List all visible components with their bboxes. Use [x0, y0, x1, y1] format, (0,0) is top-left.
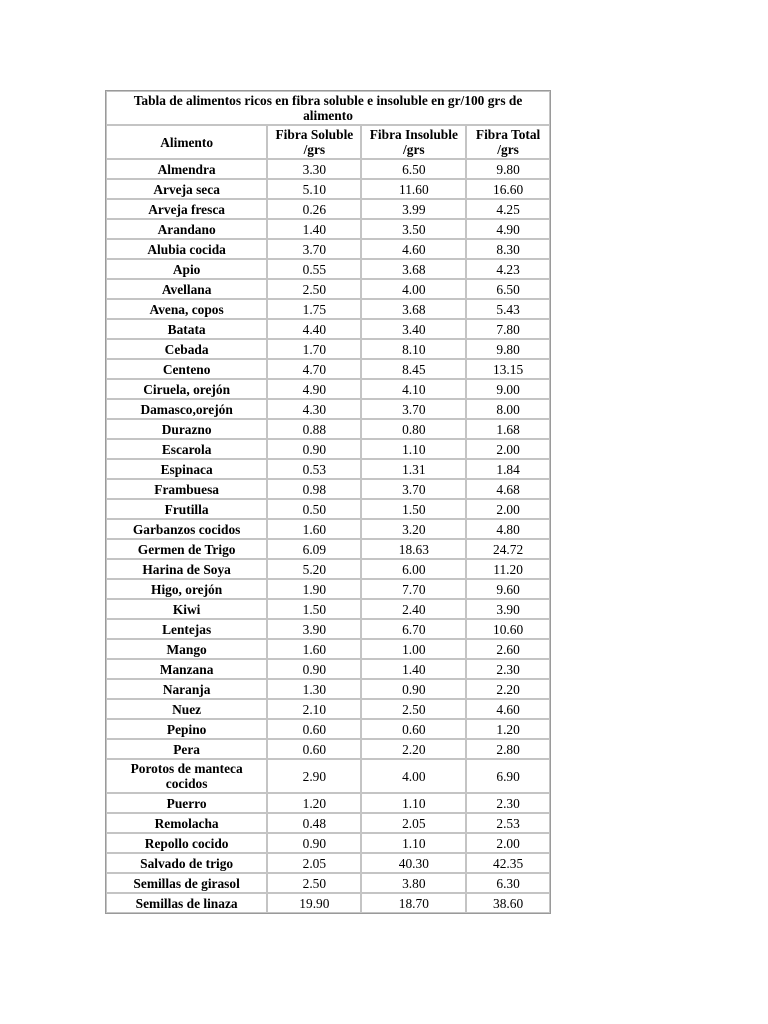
table-row [106, 639, 550, 659]
table-row [106, 279, 550, 299]
table-row [106, 793, 550, 813]
cell-alimento: Lentejas [106, 619, 267, 639]
header-fibra-total: Fibra Total /grs [466, 125, 550, 159]
cell-alimento: Arveja fresca [106, 199, 267, 219]
cell-fibra-insoluble: 1.00 [361, 639, 466, 659]
cell-fibra-insoluble: 3.68 [361, 299, 466, 319]
cell-fibra-soluble: 4.70 [267, 359, 361, 379]
cell-fibra-insoluble: 1.10 [361, 793, 466, 813]
cell-fibra-soluble: 4.90 [267, 379, 361, 399]
cell-alimento: Nuez [106, 699, 267, 719]
cell-fibra-insoluble: 6.00 [361, 559, 466, 579]
cell-fibra-insoluble: 3.70 [361, 399, 466, 419]
cell-fibra-total: 1.68 [466, 419, 550, 439]
table-row [106, 519, 550, 539]
cell-fibra-insoluble: 18.70 [361, 893, 466, 913]
header-fibra-soluble: Fibra Soluble /grs [267, 125, 361, 159]
cell-fibra-insoluble: 6.70 [361, 619, 466, 639]
table-row [106, 419, 550, 439]
cell-alimento: Remolacha [106, 813, 267, 833]
cell-fibra-insoluble: 0.60 [361, 719, 466, 739]
table-row [106, 259, 550, 279]
cell-alimento: Pepino [106, 719, 267, 739]
header-alimento: Alimento [106, 125, 267, 159]
cell-fibra-total: 9.80 [466, 159, 550, 179]
cell-fibra-insoluble: 11.60 [361, 179, 466, 199]
cell-alimento: Damasco,orejón [106, 399, 267, 419]
cell-fibra-insoluble: 1.50 [361, 499, 466, 519]
table-row [106, 239, 550, 259]
cell-alimento: Avena, copos [106, 299, 267, 319]
cell-alimento: Cebada [106, 339, 267, 359]
table-row [106, 619, 550, 639]
table-row [106, 399, 550, 419]
cell-fibra-insoluble: 1.40 [361, 659, 466, 679]
cell-fibra-total: 6.90 [466, 759, 550, 793]
cell-fibra-insoluble: 4.10 [361, 379, 466, 399]
cell-fibra-total: 11.20 [466, 559, 550, 579]
table-body [106, 159, 550, 913]
table-row [106, 873, 550, 893]
header-fibra-insoluble: Fibra Insoluble /grs [361, 125, 466, 159]
cell-alimento: Durazno [106, 419, 267, 439]
cell-fibra-total: 9.60 [466, 579, 550, 599]
cell-fibra-insoluble: 18.63 [361, 539, 466, 559]
cell-alimento: Kiwi [106, 599, 267, 619]
cell-fibra-insoluble: 1.10 [361, 833, 466, 853]
cell-alimento: Puerro [106, 793, 267, 813]
cell-alimento: Apio [106, 259, 267, 279]
table-row [106, 699, 550, 719]
cell-alimento: Semillas de girasol [106, 873, 267, 893]
cell-alimento: Arveja seca [106, 179, 267, 199]
cell-fibra-insoluble: 8.45 [361, 359, 466, 379]
cell-fibra-insoluble: 1.31 [361, 459, 466, 479]
table-row [106, 379, 550, 399]
cell-fibra-soluble: 0.88 [267, 419, 361, 439]
cell-fibra-total: 4.60 [466, 699, 550, 719]
cell-fibra-insoluble: 2.40 [361, 599, 466, 619]
cell-alimento: Avellana [106, 279, 267, 299]
cell-fibra-soluble: 0.90 [267, 659, 361, 679]
cell-fibra-insoluble: 1.10 [361, 439, 466, 459]
table-row [106, 893, 550, 913]
table-row [106, 599, 550, 619]
cell-alimento: Batata [106, 319, 267, 339]
cell-fibra-soluble: 1.50 [267, 599, 361, 619]
cell-fibra-soluble: 5.10 [267, 179, 361, 199]
cell-fibra-soluble: 2.05 [267, 853, 361, 873]
cell-fibra-soluble: 1.20 [267, 793, 361, 813]
table-row [106, 439, 550, 459]
cell-alimento: Frambuesa [106, 479, 267, 499]
cell-alimento: Germen de Trigo [106, 539, 267, 559]
cell-alimento: Escarola [106, 439, 267, 459]
cell-fibra-total: 1.20 [466, 719, 550, 739]
cell-fibra-soluble: 1.60 [267, 519, 361, 539]
table-row [106, 719, 550, 739]
cell-fibra-soluble: 3.30 [267, 159, 361, 179]
cell-fibra-total: 2.00 [466, 499, 550, 519]
cell-fibra-soluble: 1.30 [267, 679, 361, 699]
table-header-row [106, 125, 550, 159]
cell-fibra-soluble: 1.40 [267, 219, 361, 239]
cell-fibra-soluble: 1.70 [267, 339, 361, 359]
cell-fibra-total: 6.50 [466, 279, 550, 299]
table-row [106, 479, 550, 499]
table-row [106, 299, 550, 319]
cell-fibra-total: 5.43 [466, 299, 550, 319]
cell-alimento: Garbanzos cocidos [106, 519, 267, 539]
cell-fibra-total: 2.30 [466, 793, 550, 813]
cell-fibra-soluble: 4.30 [267, 399, 361, 419]
table-row [106, 459, 550, 479]
cell-fibra-soluble: 0.60 [267, 719, 361, 739]
cell-fibra-total: 2.20 [466, 679, 550, 699]
cell-fibra-total: 2.53 [466, 813, 550, 833]
cell-fibra-soluble: 0.98 [267, 479, 361, 499]
cell-alimento: Alubia cocida [106, 239, 267, 259]
cell-fibra-total: 24.72 [466, 539, 550, 559]
cell-fibra-insoluble: 3.70 [361, 479, 466, 499]
cell-fibra-insoluble: 4.60 [361, 239, 466, 259]
cell-fibra-total: 8.00 [466, 399, 550, 419]
cell-alimento: Salvado de trigo [106, 853, 267, 873]
cell-fibra-soluble: 5.20 [267, 559, 361, 579]
cell-fibra-soluble: 0.48 [267, 813, 361, 833]
cell-alimento: Harina de Soya [106, 559, 267, 579]
cell-fibra-insoluble: 3.40 [361, 319, 466, 339]
table-row [106, 339, 550, 359]
cell-fibra-total: 4.68 [466, 479, 550, 499]
cell-fibra-total: 42.35 [466, 853, 550, 873]
cell-fibra-soluble: 0.55 [267, 259, 361, 279]
cell-alimento: Centeno [106, 359, 267, 379]
cell-fibra-total: 38.60 [466, 893, 550, 913]
cell-fibra-soluble: 0.90 [267, 833, 361, 853]
cell-fibra-insoluble: 3.50 [361, 219, 466, 239]
cell-fibra-total: 1.84 [466, 459, 550, 479]
cell-alimento: Arandano [106, 219, 267, 239]
table-title-row [106, 91, 550, 125]
table-title: Tabla de alimentos ricos en fibra soluble e insoluble en gr/100 grs de alimento [106, 91, 550, 125]
cell-alimento: Manzana [106, 659, 267, 679]
cell-fibra-insoluble: 2.20 [361, 739, 466, 759]
cell-fibra-soluble: 4.40 [267, 319, 361, 339]
cell-fibra-soluble: 0.53 [267, 459, 361, 479]
cell-fibra-insoluble: 0.80 [361, 419, 466, 439]
cell-fibra-soluble: 2.10 [267, 699, 361, 719]
cell-fibra-insoluble: 3.80 [361, 873, 466, 893]
cell-alimento: Espinaca [106, 459, 267, 479]
cell-fibra-soluble: 2.50 [267, 873, 361, 893]
cell-fibra-total: 3.90 [466, 599, 550, 619]
cell-fibra-total: 16.60 [466, 179, 550, 199]
cell-fibra-soluble: 6.09 [267, 539, 361, 559]
table-row [106, 179, 550, 199]
table-row [106, 199, 550, 219]
cell-alimento: Almendra [106, 159, 267, 179]
cell-fibra-soluble: 1.90 [267, 579, 361, 599]
cell-fibra-insoluble: 7.70 [361, 579, 466, 599]
cell-fibra-total: 4.25 [466, 199, 550, 219]
table-row [106, 759, 550, 793]
table-row [106, 219, 550, 239]
cell-alimento: Mango [106, 639, 267, 659]
cell-fibra-total: 2.30 [466, 659, 550, 679]
cell-alimento: Pera [106, 739, 267, 759]
fiber-table [105, 90, 551, 914]
table-row [106, 579, 550, 599]
cell-fibra-total: 13.15 [466, 359, 550, 379]
cell-fibra-insoluble: 8.10 [361, 339, 466, 359]
table-row [106, 679, 550, 699]
cell-fibra-insoluble: 3.99 [361, 199, 466, 219]
cell-fibra-insoluble: 2.50 [361, 699, 466, 719]
cell-fibra-soluble: 3.90 [267, 619, 361, 639]
cell-fibra-soluble: 1.60 [267, 639, 361, 659]
cell-fibra-total: 2.00 [466, 439, 550, 459]
cell-fibra-insoluble: 40.30 [361, 853, 466, 873]
cell-fibra-soluble: 0.26 [267, 199, 361, 219]
cell-alimento: Higo, orejón [106, 579, 267, 599]
table-row [106, 833, 550, 853]
cell-fibra-total: 7.80 [466, 319, 550, 339]
cell-fibra-soluble: 19.90 [267, 893, 361, 913]
cell-alimento: Repollo cocido [106, 833, 267, 853]
cell-alimento: Frutilla [106, 499, 267, 519]
cell-fibra-soluble: 0.60 [267, 739, 361, 759]
cell-fibra-soluble: 2.50 [267, 279, 361, 299]
cell-fibra-insoluble: 3.68 [361, 259, 466, 279]
table-row [106, 539, 550, 559]
table-row [106, 499, 550, 519]
cell-fibra-total: 2.80 [466, 739, 550, 759]
cell-fibra-total: 4.90 [466, 219, 550, 239]
cell-fibra-soluble: 2.90 [267, 759, 361, 793]
cell-fibra-soluble: 3.70 [267, 239, 361, 259]
cell-fibra-soluble: 1.75 [267, 299, 361, 319]
cell-alimento: Naranja [106, 679, 267, 699]
cell-alimento: Porotos de manteca cocidos [106, 759, 267, 793]
cell-fibra-total: 2.60 [466, 639, 550, 659]
cell-fibra-total: 4.23 [466, 259, 550, 279]
cell-fibra-total: 9.00 [466, 379, 550, 399]
cell-alimento: Ciruela, orejón [106, 379, 267, 399]
cell-fibra-total: 9.80 [466, 339, 550, 359]
table-row [106, 659, 550, 679]
table-row [106, 159, 550, 179]
cell-fibra-insoluble: 0.90 [361, 679, 466, 699]
cell-fibra-soluble: 0.50 [267, 499, 361, 519]
cell-fibra-insoluble: 2.05 [361, 813, 466, 833]
cell-fibra-insoluble: 6.50 [361, 159, 466, 179]
table-row [106, 559, 550, 579]
cell-fibra-total: 6.30 [466, 873, 550, 893]
table-row [106, 853, 550, 873]
cell-fibra-insoluble: 4.00 [361, 759, 466, 793]
table-row [106, 739, 550, 759]
cell-fibra-total: 10.60 [466, 619, 550, 639]
cell-fibra-total: 2.00 [466, 833, 550, 853]
cell-fibra-insoluble: 4.00 [361, 279, 466, 299]
cell-fibra-soluble: 0.90 [267, 439, 361, 459]
cell-alimento: Semillas de linaza [106, 893, 267, 913]
table-row [106, 319, 550, 339]
cell-fibra-insoluble: 3.20 [361, 519, 466, 539]
table-row [106, 813, 550, 833]
cell-fibra-total: 4.80 [466, 519, 550, 539]
table-row [106, 359, 550, 379]
cell-fibra-total: 8.30 [466, 239, 550, 259]
